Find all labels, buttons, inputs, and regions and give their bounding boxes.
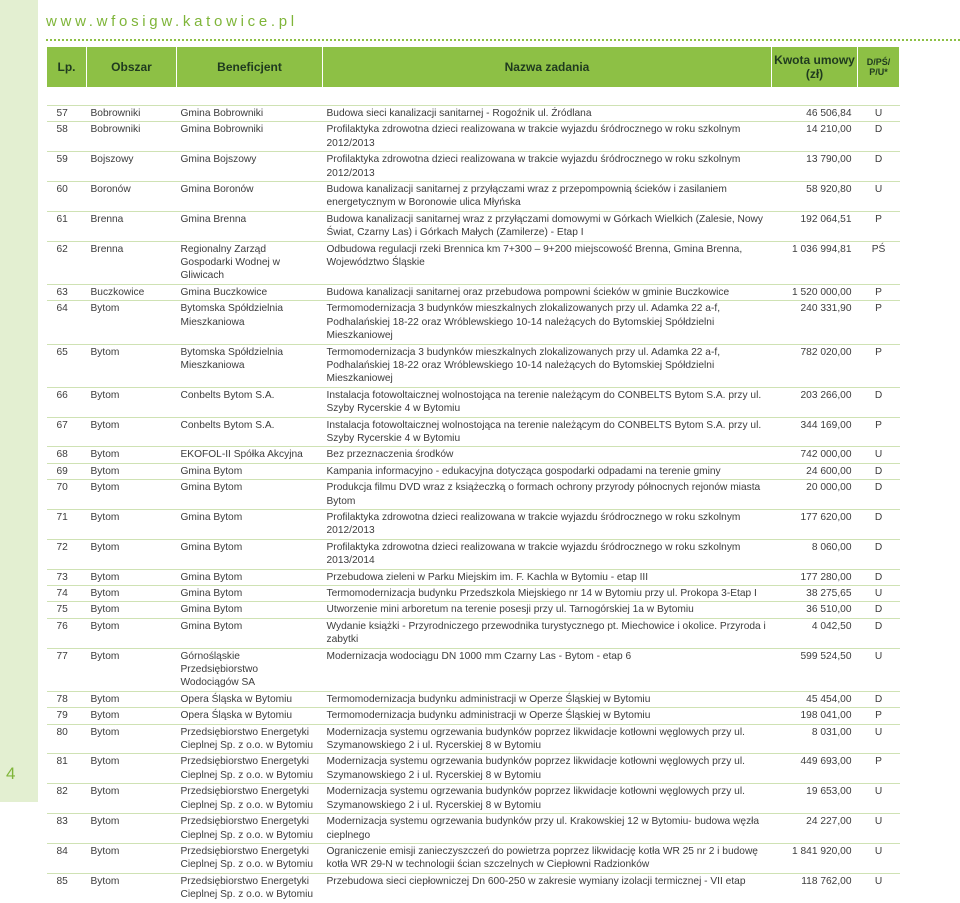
row-task: Termomodernizacja 3 budynków mieszkalnych zlokalizowanych przy ul. Adamka 22 a-f, Podhalańskiej 18-22 oraz Wróblewskiego 10-14 należących do Bytomskiej Spółdzielni Mieszkaniowej (323, 301, 772, 344)
row-beneficiary: Gmina Buczkowice (177, 284, 323, 300)
row-beneficiary: Gmina Boronów (177, 182, 323, 212)
row-beneficiary: Przedsiębiorstwo Energetyki Cieplnej Sp. z o.o. w Bytomiu (177, 784, 323, 814)
table-row (47, 708, 900, 724)
row-amount: 1 036 994,81 (772, 241, 858, 284)
row-task: Termomodernizacja budynku administracji w Operze Śląskiej w Bytomiu (323, 691, 772, 707)
header-lp: Lp. (47, 47, 87, 88)
row-amount: 58 920,80 (772, 182, 858, 212)
row-beneficiary: Gmina Bytom (177, 539, 323, 569)
table-row (47, 417, 900, 447)
row-beneficiary: Przedsiębiorstwo Energetyki Cieplnej Sp. z o.o. w Bytomiu (177, 873, 323, 902)
row-area: Bobrowniki (87, 106, 177, 122)
row-area: Bytom (87, 873, 177, 902)
row-type: P (858, 344, 900, 387)
table-row (47, 211, 900, 241)
row-lp: 83 (47, 814, 87, 844)
row-area: Bytom (87, 301, 177, 344)
row-task: Budowa kanalizacji sanitarnej z przyłączami wraz z przepompownią ścieków i zasilaniem energetycznym w Boronowie ulica Młyńska (323, 182, 772, 212)
row-amount: 192 064,51 (772, 211, 858, 241)
row-area: Bytom (87, 344, 177, 387)
row-lp: 76 (47, 618, 87, 648)
header-divider (46, 39, 960, 41)
table-row (47, 284, 900, 300)
row-amount: 24 227,00 (772, 814, 858, 844)
header-type: D/PŚ/ P/U* (858, 47, 900, 88)
row-lp: 63 (47, 284, 87, 300)
row-lp: 67 (47, 417, 87, 447)
row-amount: 14 210,00 (772, 122, 858, 152)
row-beneficiary: Gmina Bytom (177, 480, 323, 510)
row-lp: 75 (47, 602, 87, 618)
row-lp: 82 (47, 784, 87, 814)
row-beneficiary: Opera Śląska w Bytomiu (177, 708, 323, 724)
row-type: D (858, 152, 900, 182)
row-type: D (858, 569, 900, 585)
row-lp: 72 (47, 539, 87, 569)
grants-table (46, 46, 900, 903)
row-amount: 45 454,00 (772, 691, 858, 707)
row-type: P (858, 417, 900, 447)
row-area: Bytom (87, 691, 177, 707)
row-task: Bez przeznaczenia środków (323, 447, 772, 463)
row-amount: 599 524,50 (772, 648, 858, 691)
row-lp: 77 (47, 648, 87, 691)
row-amount: 19 653,00 (772, 784, 858, 814)
row-amount: 742 000,00 (772, 447, 858, 463)
row-type: D (858, 463, 900, 479)
row-task: Ograniczenie emisji zanieczyszczeń do powietrza poprzez likwidację kotła WR 25 nr 2 i budowę kotła WR 29-N w technologii ścian szczelnych w Ciepłowni Radzionków (323, 843, 772, 873)
row-lp: 80 (47, 724, 87, 754)
row-beneficiary: Gmina Bobrowniki (177, 122, 323, 152)
row-type: P (858, 301, 900, 344)
row-lp: 81 (47, 754, 87, 784)
row-lp: 65 (47, 344, 87, 387)
row-area: Bytom (87, 784, 177, 814)
header-amount: Kwota umowy (zł) (772, 47, 858, 88)
row-beneficiary: Gmina Bojszowy (177, 152, 323, 182)
row-task: Instalacja fotowoltaicznej wolnostojąca na terenie należącym do CONBELTS Bytom S.A. przy ul. Szyby Rycerskie 4 w Bytomiu (323, 417, 772, 447)
row-task: Termomodernizacja 3 budynków mieszkalnych zlokalizowanych przy ul. Adamka 22 a-f, Podhalańskiej 18-22 oraz Wróblewskiego 10-14 należących do Bytomskiej Spółdzielni Mieszkaniowej (323, 344, 772, 387)
row-amount: 1 520 000,00 (772, 284, 858, 300)
row-task: Modernizacja systemu ogrzewania budynków przy ul. Krakowskiej 12 w Bytomiu- budowa węzła cieplnego (323, 814, 772, 844)
row-lp: 58 (47, 122, 87, 152)
table-row (47, 463, 900, 479)
row-beneficiary: Przedsiębiorstwo Energetyki Cieplnej Sp. z o.o. w Bytomiu (177, 754, 323, 784)
row-lp: 78 (47, 691, 87, 707)
row-area: Bytom (87, 539, 177, 569)
left-margin-stripe (0, 0, 38, 802)
table-row (47, 344, 900, 387)
table-row (47, 106, 900, 122)
row-lp: 66 (47, 387, 87, 417)
row-area: Bytom (87, 387, 177, 417)
header-beneficiary: Beneficjent (177, 47, 323, 88)
row-amount: 240 331,90 (772, 301, 858, 344)
row-lp: 85 (47, 873, 87, 902)
row-task: Budowa kanalizacji sanitarnej oraz przebudowa pompowni ścieków w gminie Buczkowice (323, 284, 772, 300)
header-task: Nazwa zadania (323, 47, 772, 88)
table-header-row (47, 47, 900, 88)
row-beneficiary: Gmina Bytom (177, 586, 323, 602)
table-row (47, 182, 900, 212)
table-row (47, 569, 900, 585)
table-row (47, 480, 900, 510)
row-amount: 177 620,00 (772, 509, 858, 539)
row-amount: 198 041,00 (772, 708, 858, 724)
row-area: Bytom (87, 447, 177, 463)
row-task: Przebudowa zieleni w Parku Miejskim im. F. Kachla w Bytomiu - etap III (323, 569, 772, 585)
row-area: Buczkowice (87, 284, 177, 300)
row-task: Termomodernizacja budynku administracji w Operze Śląskiej w Bytomiu (323, 708, 772, 724)
row-type: P (858, 708, 900, 724)
row-task: Modernizacja systemu ogrzewania budynków poprzez likwidacje kotłowni węglowych przy ul. Szymanowskiego 2 i ul. Rycerskiej 8 w Bytomiu (323, 724, 772, 754)
row-type: U (858, 724, 900, 754)
row-area: Brenna (87, 211, 177, 241)
row-beneficiary: Górnośląskie Przedsiębiorstwo Wodociągów SA (177, 648, 323, 691)
row-area: Bobrowniki (87, 122, 177, 152)
row-amount: 4 042,50 (772, 618, 858, 648)
row-amount: 782 020,00 (772, 344, 858, 387)
row-lp: 68 (47, 447, 87, 463)
row-lp: 57 (47, 106, 87, 122)
row-type: D (858, 122, 900, 152)
row-lp: 64 (47, 301, 87, 344)
table-row (47, 586, 900, 602)
table-row (47, 152, 900, 182)
row-task: Termomodernizacja budynku Przedszkola Miejskiego nr 14 w Bytomiu przy ul. Prokopa 3-Etap I (323, 586, 772, 602)
table-row (47, 784, 900, 814)
row-area: Bytom (87, 754, 177, 784)
row-area: Bytom (87, 814, 177, 844)
row-type: U (858, 843, 900, 873)
row-beneficiary: Przedsiębiorstwo Energetyki Cieplnej Sp. z o.o. w Bytomiu (177, 724, 323, 754)
row-type: U (858, 182, 900, 212)
row-type: P (858, 211, 900, 241)
header-spacer (47, 88, 900, 106)
row-area: Bytom (87, 569, 177, 585)
row-task: Utworzenie mini arboretum na terenie posesji przy ul. Tarnogórskiej 1a w Bytomiu (323, 602, 772, 618)
row-type: D (858, 602, 900, 618)
row-amount: 20 000,00 (772, 480, 858, 510)
row-beneficiary: Regionalny Zarząd Gospodarki Wodnej w Gliwicach (177, 241, 323, 284)
row-lp: 62 (47, 241, 87, 284)
row-type: D (858, 509, 900, 539)
table-row (47, 691, 900, 707)
table-row (47, 724, 900, 754)
table-row (47, 447, 900, 463)
row-type: P (858, 754, 900, 784)
row-lp: 59 (47, 152, 87, 182)
row-lp: 73 (47, 569, 87, 585)
row-beneficiary: Gmina Bytom (177, 602, 323, 618)
row-task: Profilaktyka zdrowotna dzieci realizowana w trakcie wyjazdu śródrocznego w roku szkolnym 2012/2013 (323, 122, 772, 152)
row-area: Brenna (87, 241, 177, 284)
row-area: Boronów (87, 182, 177, 212)
row-amount: 8 060,00 (772, 539, 858, 569)
header-area: Obszar (87, 47, 177, 88)
row-lp: 79 (47, 708, 87, 724)
table-row (47, 754, 900, 784)
row-beneficiary: Gmina Bobrowniki (177, 106, 323, 122)
row-task: Instalacja fotowoltaicznej wolnostojąca na terenie należącym do CONBELTS Bytom S.A. przy ul. Szyby Rycerskie 4 w Bytomiu (323, 387, 772, 417)
row-beneficiary: Przedsiębiorstwo Energetyki Cieplnej Sp. z o.o. w Bytomiu (177, 814, 323, 844)
row-amount: 203 266,00 (772, 387, 858, 417)
row-type: D (858, 691, 900, 707)
row-type: U (858, 873, 900, 902)
row-type: U (858, 814, 900, 844)
row-task: Budowa sieci kanalizacji sanitarnej - Rogoźnik ul. Źródlana (323, 106, 772, 122)
page-number: 4 (6, 764, 16, 783)
row-lp: 60 (47, 182, 87, 212)
row-beneficiary: EKOFOL-II Spółka Akcyjna (177, 447, 323, 463)
row-type: D (858, 539, 900, 569)
row-task: Odbudowa regulacji rzeki Brennica km 7+300 – 9+200 miejscowość Brenna, Gmina Brenna, Województwo Śląskie (323, 241, 772, 284)
row-type: U (858, 106, 900, 122)
row-amount: 24 600,00 (772, 463, 858, 479)
row-task: Profilaktyka zdrowotna dzieci realizowana w trakcie wyjazdu śródrocznego w roku szkolnym 2012/2013 (323, 509, 772, 539)
row-task: Profilaktyka zdrowotna dzieci realizowana w trakcie wyjazdu śródrocznego w roku szkolnym 2013/2014 (323, 539, 772, 569)
row-area: Bytom (87, 843, 177, 873)
table-row (47, 814, 900, 844)
row-area: Bytom (87, 708, 177, 724)
row-amount: 13 790,00 (772, 152, 858, 182)
row-type: U (858, 447, 900, 463)
row-lp: 70 (47, 480, 87, 510)
row-area: Bytom (87, 463, 177, 479)
row-type: U (858, 586, 900, 602)
row-area: Bytom (87, 417, 177, 447)
row-task: Budowa kanalizacji sanitarnej wraz z przyłączami domowymi w Górkach Wielkich (Zalesie, Nowy Świat, Czarny Las) i Górkach Małych (Zamilerze) - Etap I (323, 211, 772, 241)
row-beneficiary: Bytomska Spółdzielnia Mieszkaniowa (177, 344, 323, 387)
table-row (47, 241, 900, 284)
row-beneficiary: Conbelts Bytom S.A. (177, 387, 323, 417)
row-amount: 118 762,00 (772, 873, 858, 902)
row-beneficiary: Conbelts Bytom S.A. (177, 417, 323, 447)
row-type: P (858, 284, 900, 300)
row-lp: 61 (47, 211, 87, 241)
row-beneficiary: Gmina Brenna (177, 211, 323, 241)
row-type: D (858, 618, 900, 648)
row-task: Modernizacja wodociągu DN 1000 mm Czarny Las - Bytom - etap 6 (323, 648, 772, 691)
row-area: Bytom (87, 618, 177, 648)
row-amount: 344 169,00 (772, 417, 858, 447)
row-beneficiary: Gmina Bytom (177, 569, 323, 585)
row-area: Bytom (87, 586, 177, 602)
row-lp: 71 (47, 509, 87, 539)
row-type: U (858, 648, 900, 691)
row-lp: 84 (47, 843, 87, 873)
row-amount: 46 506,84 (772, 106, 858, 122)
table-row (47, 618, 900, 648)
row-type: D (858, 387, 900, 417)
row-beneficiary: Gmina Bytom (177, 618, 323, 648)
row-area: Bytom (87, 509, 177, 539)
table-row (47, 301, 900, 344)
row-task: Profilaktyka zdrowotna dzieci realizowana w trakcie wyjazdu śródrocznego w roku szkolnym 2012/2013 (323, 152, 772, 182)
row-lp: 69 (47, 463, 87, 479)
table-row (47, 387, 900, 417)
table-row (47, 602, 900, 618)
row-area: Bytom (87, 648, 177, 691)
row-amount: 8 031,00 (772, 724, 858, 754)
row-area: Bytom (87, 724, 177, 754)
table-row (47, 509, 900, 539)
row-amount: 36 510,00 (772, 602, 858, 618)
table-row (47, 122, 900, 152)
row-beneficiary: Opera Śląska w Bytomiu (177, 691, 323, 707)
row-lp: 74 (47, 586, 87, 602)
row-amount: 1 841 920,00 (772, 843, 858, 873)
table-row (47, 648, 900, 691)
row-task: Modernizacja systemu ogrzewania budynków poprzez likwidacje kotłowni węglowych przy ul. Szymanowskiego 2 i ul. Rycerskiej 8 w Bytomiu (323, 784, 772, 814)
row-task: Modernizacja systemu ogrzewania budynków poprzez likwidacje kotłowni węglowych przy ul. Szymanowskiego 2 i ul. Rycerskiej 8 w Bytomiu (323, 754, 772, 784)
row-task: Produkcja filmu DVD wraz z książeczką o formach ochrony przyrody północnych rejonów miasta Bytom (323, 480, 772, 510)
row-amount: 177 280,00 (772, 569, 858, 585)
row-beneficiary: Przedsiębiorstwo Energetyki Cieplnej Sp. z o.o. w Bytomiu (177, 843, 323, 873)
row-type: D (858, 480, 900, 510)
row-beneficiary: Gmina Bytom (177, 509, 323, 539)
row-task: Przebudowa sieci ciepłowniczej Dn 600-250 w zakresie wymiany izolacji termicznej - VII etap (323, 873, 772, 902)
row-task: Wydanie książki - Przyrodniczego przewodnika turystycznego pt. Miechowice i okolice. Przyroda i zabytki (323, 618, 772, 648)
row-beneficiary: Bytomska Spółdzielnia Mieszkaniowa (177, 301, 323, 344)
row-amount: 38 275,65 (772, 586, 858, 602)
table-row (47, 539, 900, 569)
row-beneficiary: Gmina Bytom (177, 463, 323, 479)
row-amount: 449 693,00 (772, 754, 858, 784)
row-type: U (858, 784, 900, 814)
site-url[interactable]: www.wfosigw.katowice.pl (46, 13, 298, 30)
row-area: Bytom (87, 480, 177, 510)
table-row (47, 873, 900, 902)
row-type: PŚ (858, 241, 900, 284)
table-row (47, 843, 900, 873)
row-task: Kampania informacyjno - edukacyjna dotycząca gospodarki odpadami na terenie gminy (323, 463, 772, 479)
row-area: Bytom (87, 602, 177, 618)
row-area: Bojszowy (87, 152, 177, 182)
